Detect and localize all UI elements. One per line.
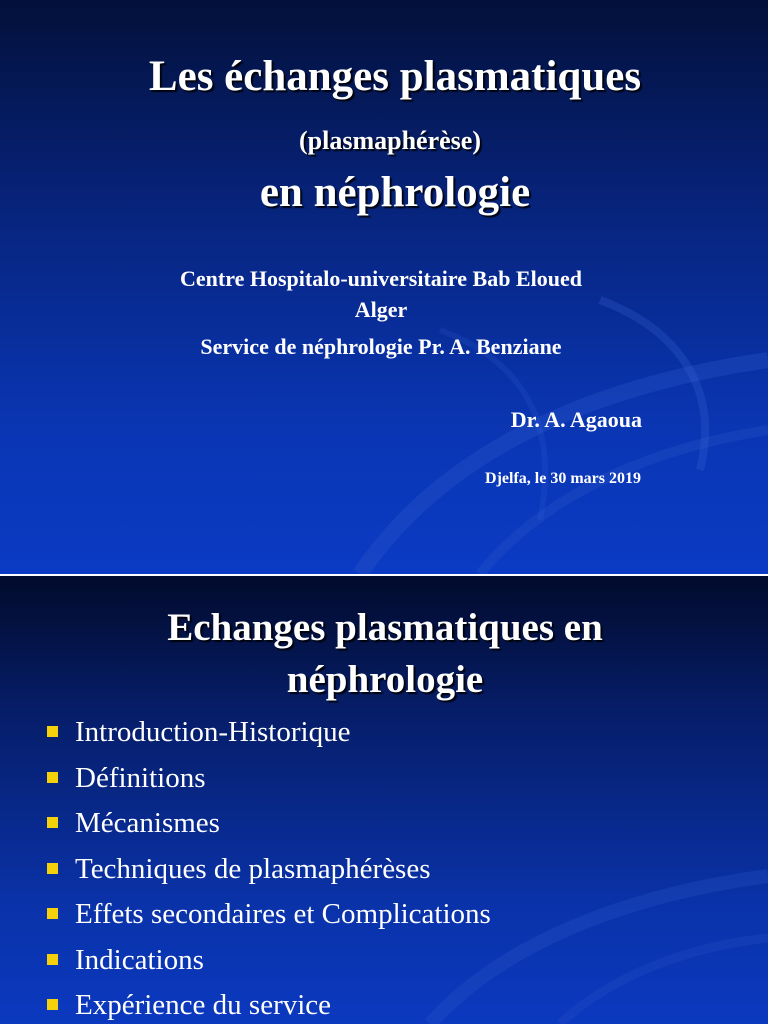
square-bullet-icon [47,908,58,919]
presentation-date: Djelfa, le 30 mars 2019 [485,470,641,487]
list-item [44,847,491,893]
list-item [44,983,491,1029]
slide2-title-line1: Echanges plasmatiques en [167,606,603,649]
list-item [44,801,491,847]
list-item-text: Mécanismes [75,807,220,839]
institution-line1: Centre Hospitalo-universitaire Bab Eloued [180,266,582,291]
slide2-title-line2: néphrologie [286,658,484,701]
square-bullet-icon [47,726,58,737]
square-bullet-icon [47,863,58,874]
slide2-title [0,602,768,706]
list-item-text: Définitions [75,761,206,794]
list-item [44,938,491,984]
square-bullet-icon [47,999,58,1010]
list-item [44,892,491,938]
list-item-text: Effets secondaires et Complications [75,898,491,930]
square-bullet-icon [47,772,58,783]
slide1-subtitle: en néphrologie [259,169,531,216]
service-name: Service de néphrologie Pr. A. Benziane [200,334,562,359]
list-item-text: Expérience du service [75,989,332,1021]
list-item [44,756,491,802]
outline-list [44,710,491,1029]
institution-line2: Alger [354,297,408,322]
list-item-text: Techniques de plasmaphérèses [75,852,431,885]
list-item-text: Indications [75,943,204,976]
square-bullet-icon [47,954,58,965]
list-item [44,710,491,756]
list-item-text: Introduction-Historique [75,716,351,748]
square-bullet-icon [47,817,58,828]
slide1-parenthetical: (plasmaphérèse) [299,126,481,155]
author-name: Dr. A. Agaoua [510,407,642,432]
slide1-title: Les échanges plasmatiques [148,53,642,100]
